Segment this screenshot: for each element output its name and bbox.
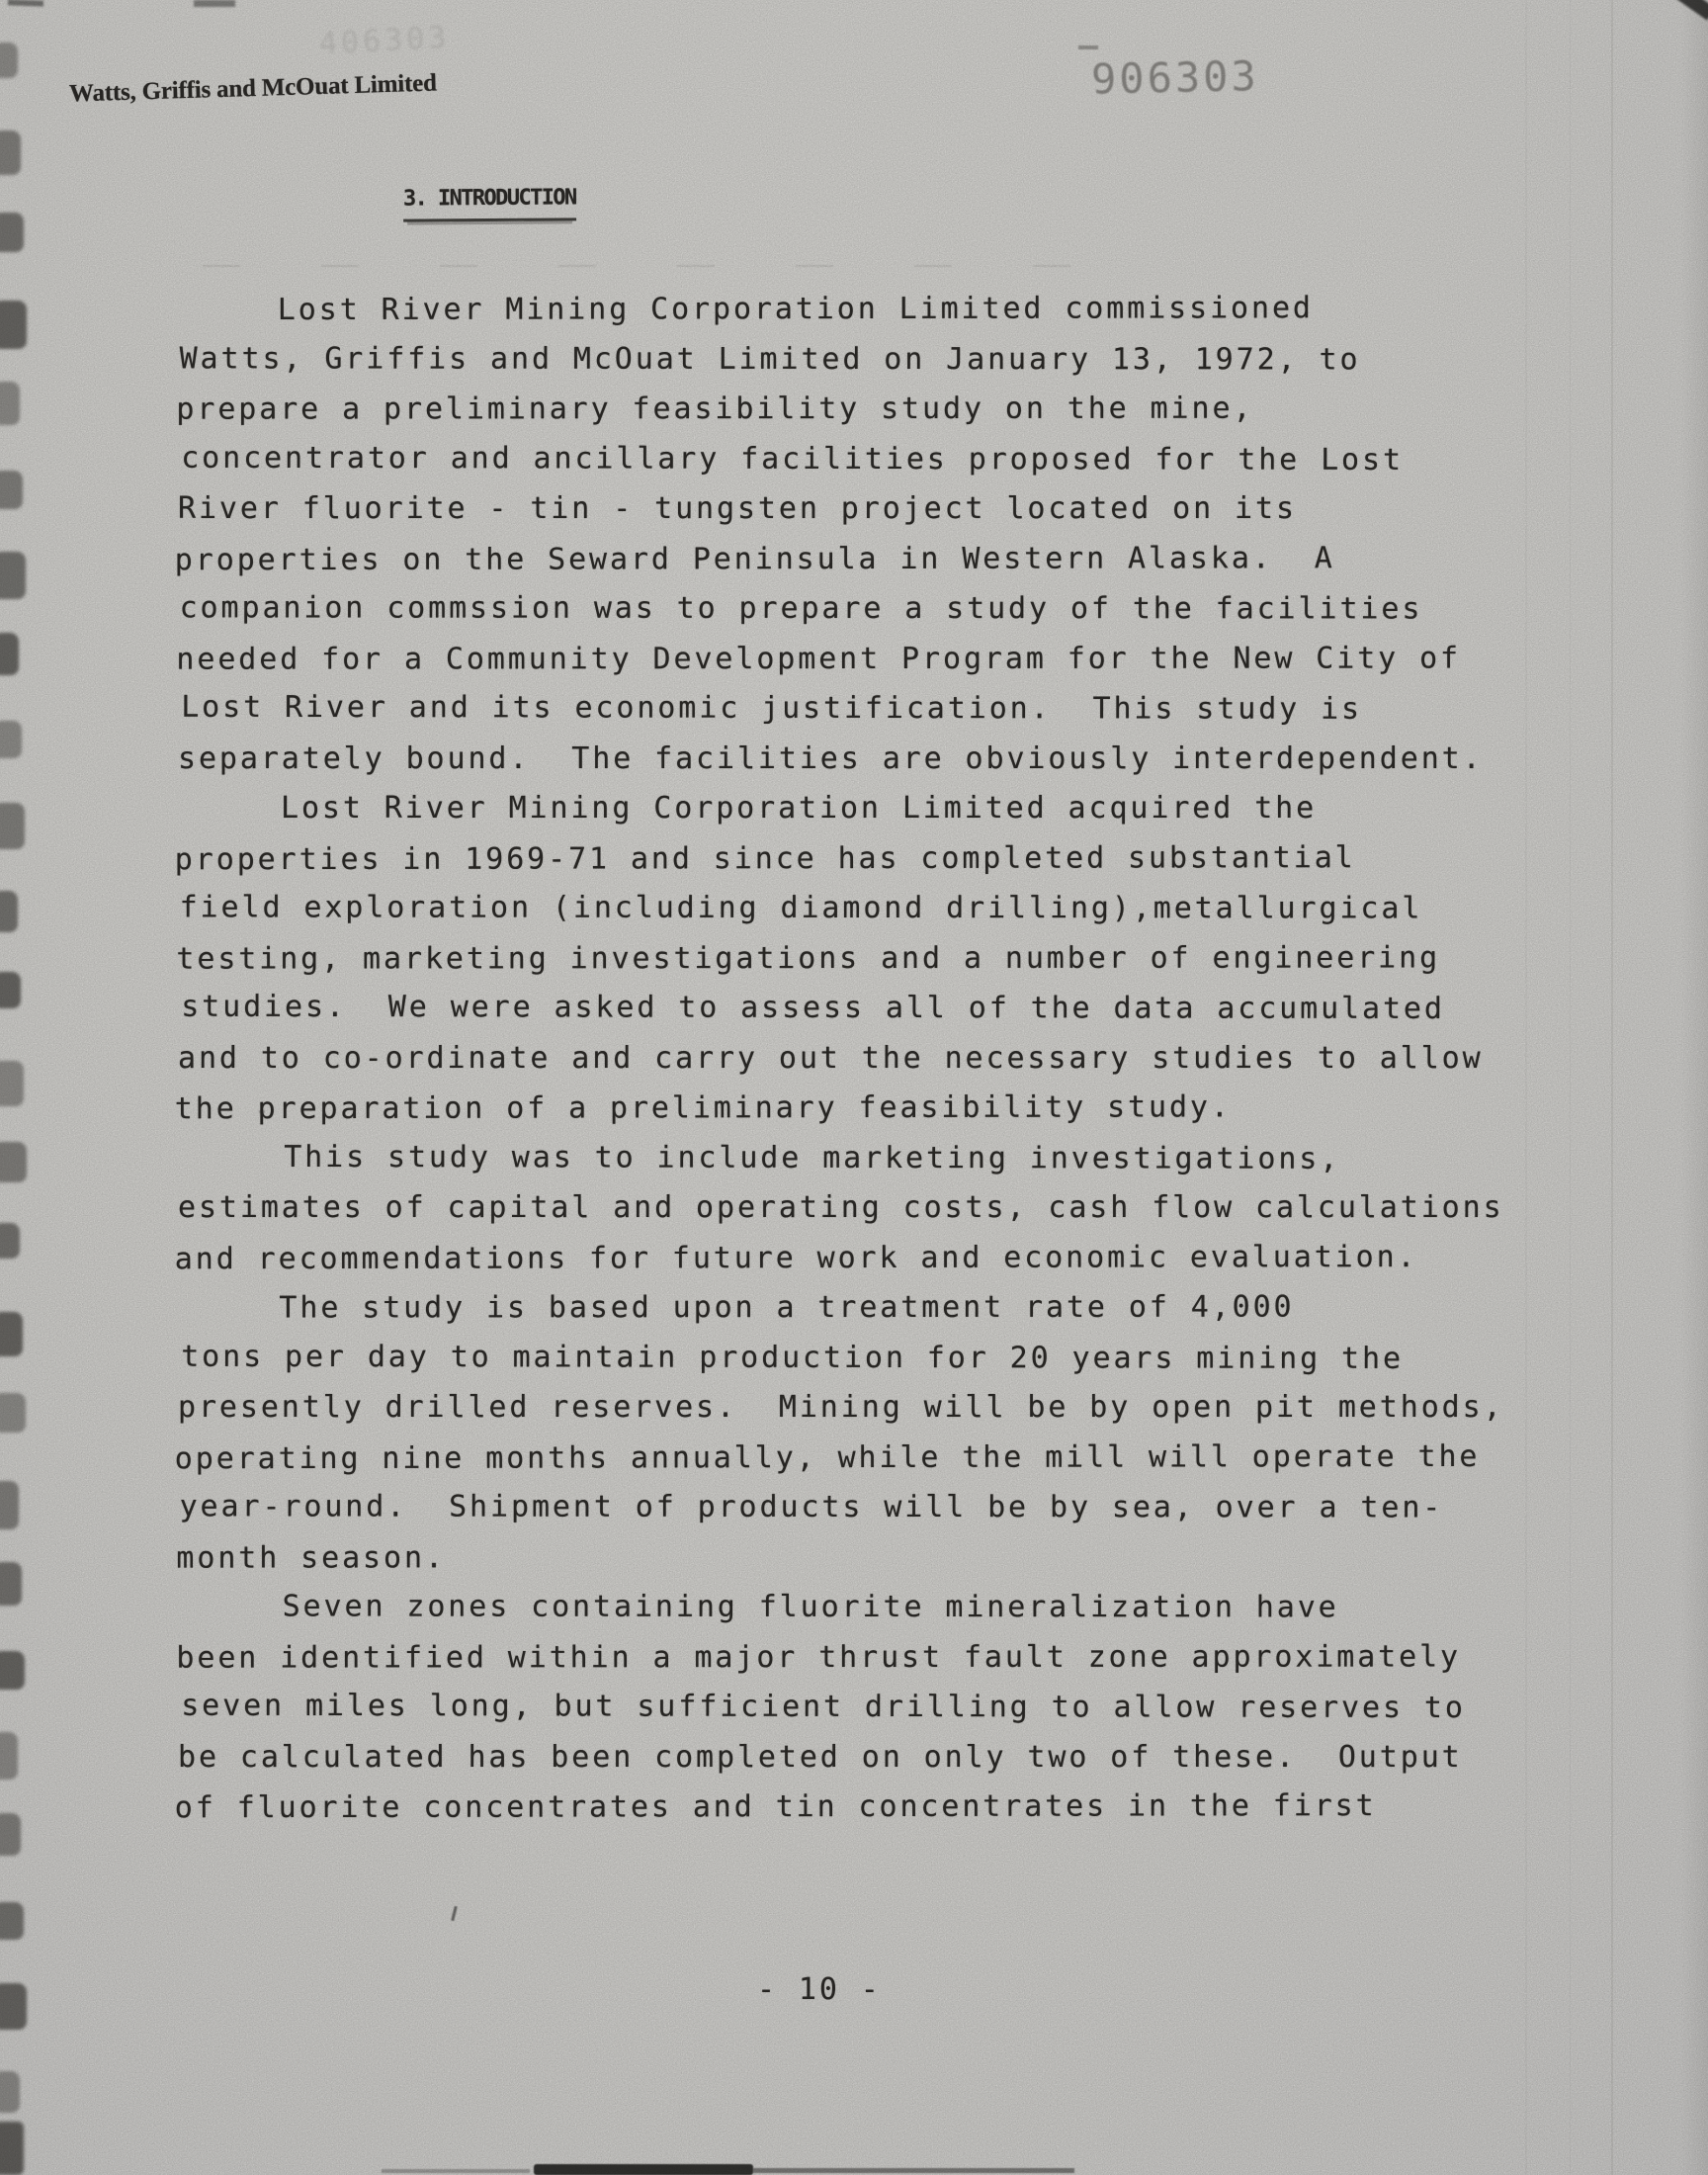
scan-artifact-stray-mark (451, 1906, 458, 1921)
binding-marks (0, 0, 59, 2175)
binding-mark (0, 1142, 27, 1182)
text-line: presently drilled reserves. Mining will be by open pit methods, (178, 1390, 1504, 1425)
section-title: 3. INTRODUCTION (403, 185, 576, 221)
text-line: and recommendations for future work and economic evaluation. (174, 1239, 1418, 1276)
text-line: Lost River Mining Corporation Limited acquired the (281, 791, 1318, 826)
text-line: needed for a Community Development Program for the New City of (176, 640, 1462, 677)
text-line: operating nine months annually, while the mill will operate the (174, 1438, 1481, 1476)
binding-mark (0, 633, 19, 675)
binding-mark (0, 891, 18, 932)
text-line: and to co-ordinate and carry out the necessary studies to allow (178, 1040, 1484, 1076)
scan-artifact-bottom-bar (534, 2164, 753, 2175)
text-line: tons per day to maintain production for 20 years mining the (181, 1339, 1404, 1376)
section-title-wrap (403, 185, 576, 221)
binding-mark (0, 130, 21, 175)
text-line: River fluorite - tin - tungsten project located on its (178, 491, 1297, 526)
text-line: the preparation of a preliminary feasibility study. (174, 1089, 1232, 1127)
page-number: - 10 - (757, 1972, 882, 2007)
text-line: year-round. Shipment of products will be by sea, over a ten- (179, 1489, 1444, 1525)
document-body (174, 291, 1581, 1839)
binding-mark (0, 213, 24, 252)
text-line: Lost River and its economic justification. This study is (181, 689, 1363, 727)
binding-mark (0, 1813, 21, 1856)
text-line: field exploration (including diamond drilling),metallurgical (179, 890, 1423, 926)
binding-mark (0, 43, 18, 78)
text-line: Lost River Mining Corporation Limited commissioned (277, 291, 1314, 328)
text-line: seven miles long, but sufficient drilling to allow reserves to (181, 1688, 1466, 1726)
scan-artifact-edge-shadow (1680, 0, 1708, 2175)
text-line: studies. We were asked to assess all of the data accumulated (181, 989, 1445, 1026)
binding-mark (0, 1562, 22, 1606)
binding-mark (0, 721, 22, 758)
scan-artifact-bottom-bar (753, 2168, 1074, 2173)
text-line: Watts, Griffis and McOuat Limited on January 13, 1972, to (179, 340, 1361, 377)
stamp-number: 906303 (1090, 51, 1260, 104)
scan-artifact-bottom-bar (382, 2169, 530, 2173)
text-line: estimates of capital and operating costs, cash flow calculations (178, 1190, 1504, 1225)
binding-mark (0, 1393, 26, 1433)
text-line: prepare a preliminary feasibility study on the mine, (176, 391, 1254, 427)
scan-artifact-page-edge-seam (1611, 0, 1613, 2175)
binding-mark (0, 1651, 25, 1690)
text-line: of fluorite concentrates and tin concentrates in the first (174, 1788, 1377, 1826)
text-line: This study was to include marketing investigations, (284, 1139, 1341, 1176)
binding-mark (0, 1312, 23, 1356)
text-line: The study is based upon a treatment rate of 4,000 (279, 1289, 1295, 1326)
text-line: been identified within a major thrust fault zone approximately (176, 1638, 1462, 1676)
text-line: properties in 1969-71 and since has completed substantial (174, 839, 1356, 877)
binding-mark (0, 471, 23, 509)
binding-mark (0, 382, 20, 425)
text-line: companion commssion was to prepare a study of the facilities (179, 590, 1423, 627)
letterhead: Watts, Griffis and McOuat Limited (68, 69, 438, 108)
text-line: separately bound. The facilities are obviously interdependent. (178, 740, 1484, 776)
stamp-overline-mark (1078, 45, 1098, 49)
binding-mark (0, 803, 25, 849)
binding-mark (0, 1902, 24, 1940)
binding-mark (0, 1061, 24, 1106)
ghost-stamp-artifact: 406303 (318, 20, 452, 62)
binding-mark (0, 1732, 18, 1780)
text-line: testing, marketing investigations and a number of engineering (176, 940, 1441, 977)
binding-mark (0, 1481, 19, 1529)
binding-mark (0, 552, 26, 599)
binding-mark (0, 2071, 20, 2113)
scan-artifact-top-dash (194, 0, 235, 7)
scan-artifact-corner-slash (1665, 0, 1708, 21)
text-line: Seven zones containing fluorite mineralization have (282, 1589, 1339, 1625)
binding-mark (0, 1223, 20, 1259)
text-line: be calculated has been completed on only two of these. Output (178, 1739, 1463, 1775)
text-line: concentrator and ancillary facilities proposed for the Lost (181, 440, 1404, 478)
binding-mark (0, 972, 21, 1008)
text-line: month season. (176, 1539, 446, 1576)
text-line: properties on the Seward Peninsula in Western Alaska. A (174, 540, 1335, 577)
scan-artifact-crease (203, 265, 1132, 267)
binding-mark (0, 301, 27, 349)
binding-mark (0, 1983, 27, 2030)
